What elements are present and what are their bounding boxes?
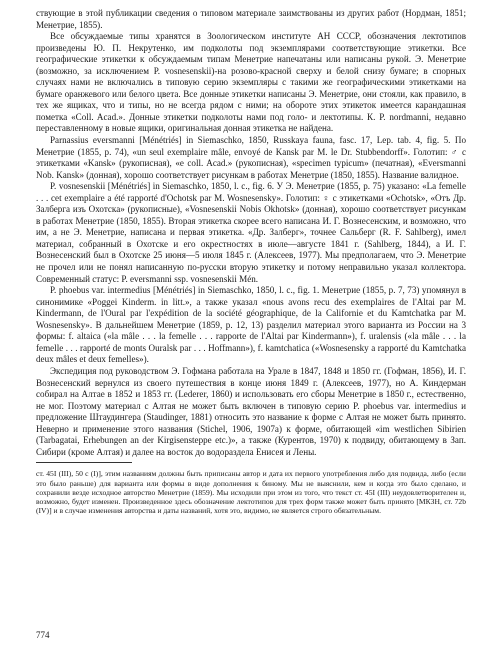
paragraph-expedition: Экспедиция под руководством Э. Гофмана работала на Урале в 1847, 1848 и 1850 гг. (Гофман, 1856), И. Г. Вознесенский вернулся из своего путешествия в конце июня 1849 г. (Алексеев, 1977), но А. Киндерман собирал на Алтае в 1852 и 1853 гг. (Lederer, 1860) и использовать его сборы Менетрие в 1850 г., естественно, не мог. Поэтому материал с Алтая не может быть включен в типовую серию P. phoebus var. intermedius и предложение Штаудингера (Staudinger, 1881) относить это название к форме с Алтая не может быть принято. Неверно и применение этого названия (Stichel, 1906, 1907a) к форме, обитающей «im westlichen Sibirien (Tarbagatai, Erhebungen an der Kirgisensteppe etc.)», а также (Курентов, 1970) к подвиду, обитающему в Зап. Сибири (кроме Алтая) и далее на восток до водораздела Енисея и Лены. (36, 365, 466, 457)
page-number: 774 (36, 630, 50, 640)
footnote-divider (36, 462, 132, 463)
paragraph-vosnesenskii: P. vosnesenskii [Ménétriés] in Siemaschko, 1850, l. c., fig. 6. У Э. Менетрие (1855, p. 75) указано: «La femelle . . . cet exemplaire a été rapporté d'Ochotsk par M. Wosnesensky». Голотип: ♀ с этикетками «Ochotsk», «Отъ Др. Залберга изъ Охотска» (рукописные), «Vosnesenskii Nobis Okhotsk» (донная), хорошо соответствует рисункам в работах Менетрие (1850, 1855). Вторая этикетка скорее всего написана И. Г. Вознесенским, и возможно, что им, а не Э. Менетрие, написана и первая этикетка. «Др. Залберг», точнее Сальберг (R. F. Sahlberg), имел материал, собранный в Охотске и его окрестностях в июле—августе 1841 г. (Sahlberg, 1844), а И. Г. Вознесенский был в Охотске 25 июня—5 июля 1845 г. (Алексеев, 1977). Мы предполагаем, что Э. Менетрие не прочел или не понял написанную по-русски вторую этикетку и потому неправильно указал коллектора. Современный статус: P. eversmanni ssp. vosnesenskii Mén. (36, 181, 466, 284)
paragraph-types-storage: Все обсуждаемые типы хранятся в Зоологическом институте АН СССР, обозначения лектотипов произведены Ю. П. Некрутенко, им подколоты под экземплярами соответствующие этикетки. Все географические этикетки к обсуждаемым типам Менетрие напечатаны или написаны рукой. Э. Менетрие (возможно, за исключением P. vosnesenskii)-на розово-красной сверху и белой снизу бумаге; в спорных случаях нами не включались в типовую серию экземпляры с такими же географическими этикетками на бумаге оранжевого или белого цвета. Все донные этикетки написаны Э. Менетрие, они стояли, как правило, в тех же ящиках, что и типы, но не всегда рядом с ними; на обороте этих этикеток имеется карандашная пометка «Coll. Acad.». Донные этикетки подколоты нами под голо- и лектотипы. К. P. nordmanni, недавно переставленному в новые ящики, оригинальная донная этикетка не найдена. (36, 31, 466, 134)
footnote-text: ст. 45I (III), 50 с (I)], этим названиям должны быть приписаны автор и дата их первого употребления либо для подвида, либо (если это было раньше) для варианта или формы в виде дополнения к биному. Мы не выяснили, кем и когда это было сделано, и сохранили везде исходное авторство Менетрие (1859). Мы исходили при этом из того, что текст ст. 45I (III) неудовлетворителен и, возможно, будет изменен. Произведенное здесь обозначение лектотипов для трех форм также может быть принято [МКЗН, ст. 72b (IV)] и в случае изменения авторства и даты названий, хотя это, видимо, не является строго обязательным. (36, 469, 466, 516)
paragraph-intro: ствующие в этой публикации сведения о типовом материале заимствованы из других работ (Нордман, 1851; Менетрие, 1855). (36, 8, 466, 30)
paragraph-intermedius: P. phoebus var. intermedius [Ménétriés] in Siemaschko, 1850, l. c., fig. 1. Менетрие (1855, p. 7, 73) упомянул в синонимике «Poggei Kinderm. in litt.», а также указал «nous avons recu des exemplaires de l'Altai par M. Kindermann, de l'Oural par l'expédition de la société géographique, de la Californie et du Kamtchatka par M. Wosnesensky». В дальнейшем Менетрие (1859, p. 12, 13) разделил материал этого варианта из России на 3 формы: f. altaica («la mâle . . . la femelle . . . rapporte de l'Altai par Kindermann»), f. uralensis («la mâle . . . la femelle . . . rapporté de monts Ouralsk par . . . Hoffmann»), f. kamtchatica («Wosnesensky a rapporté du Kamtchatka deux mâles et deux femelles»). (36, 285, 466, 365)
paragraph-eversmanni: Parnassius eversmanni [Ménétriés] in Siemaschko, 1850, Russkaya fauna, fasc. 17, Lep. tab. 4, fig. 5. По Менетрие (1855, p. 74), «un seul exemplaire mâle, envoyé de Kansk par M. le Dr. Stubbendorff». Голотип: ♂ с этикетками «Kansk» (рукописная), «e coll. Acad.» (рукописная), «specimen typicum» (печатная), «Eversmanni Nob. Kansk» (донная), хорошо соответствует рисункам в работах Менетрие (1850, 1855). Название валидное. (36, 135, 466, 180)
document-page (36, 8, 466, 515)
